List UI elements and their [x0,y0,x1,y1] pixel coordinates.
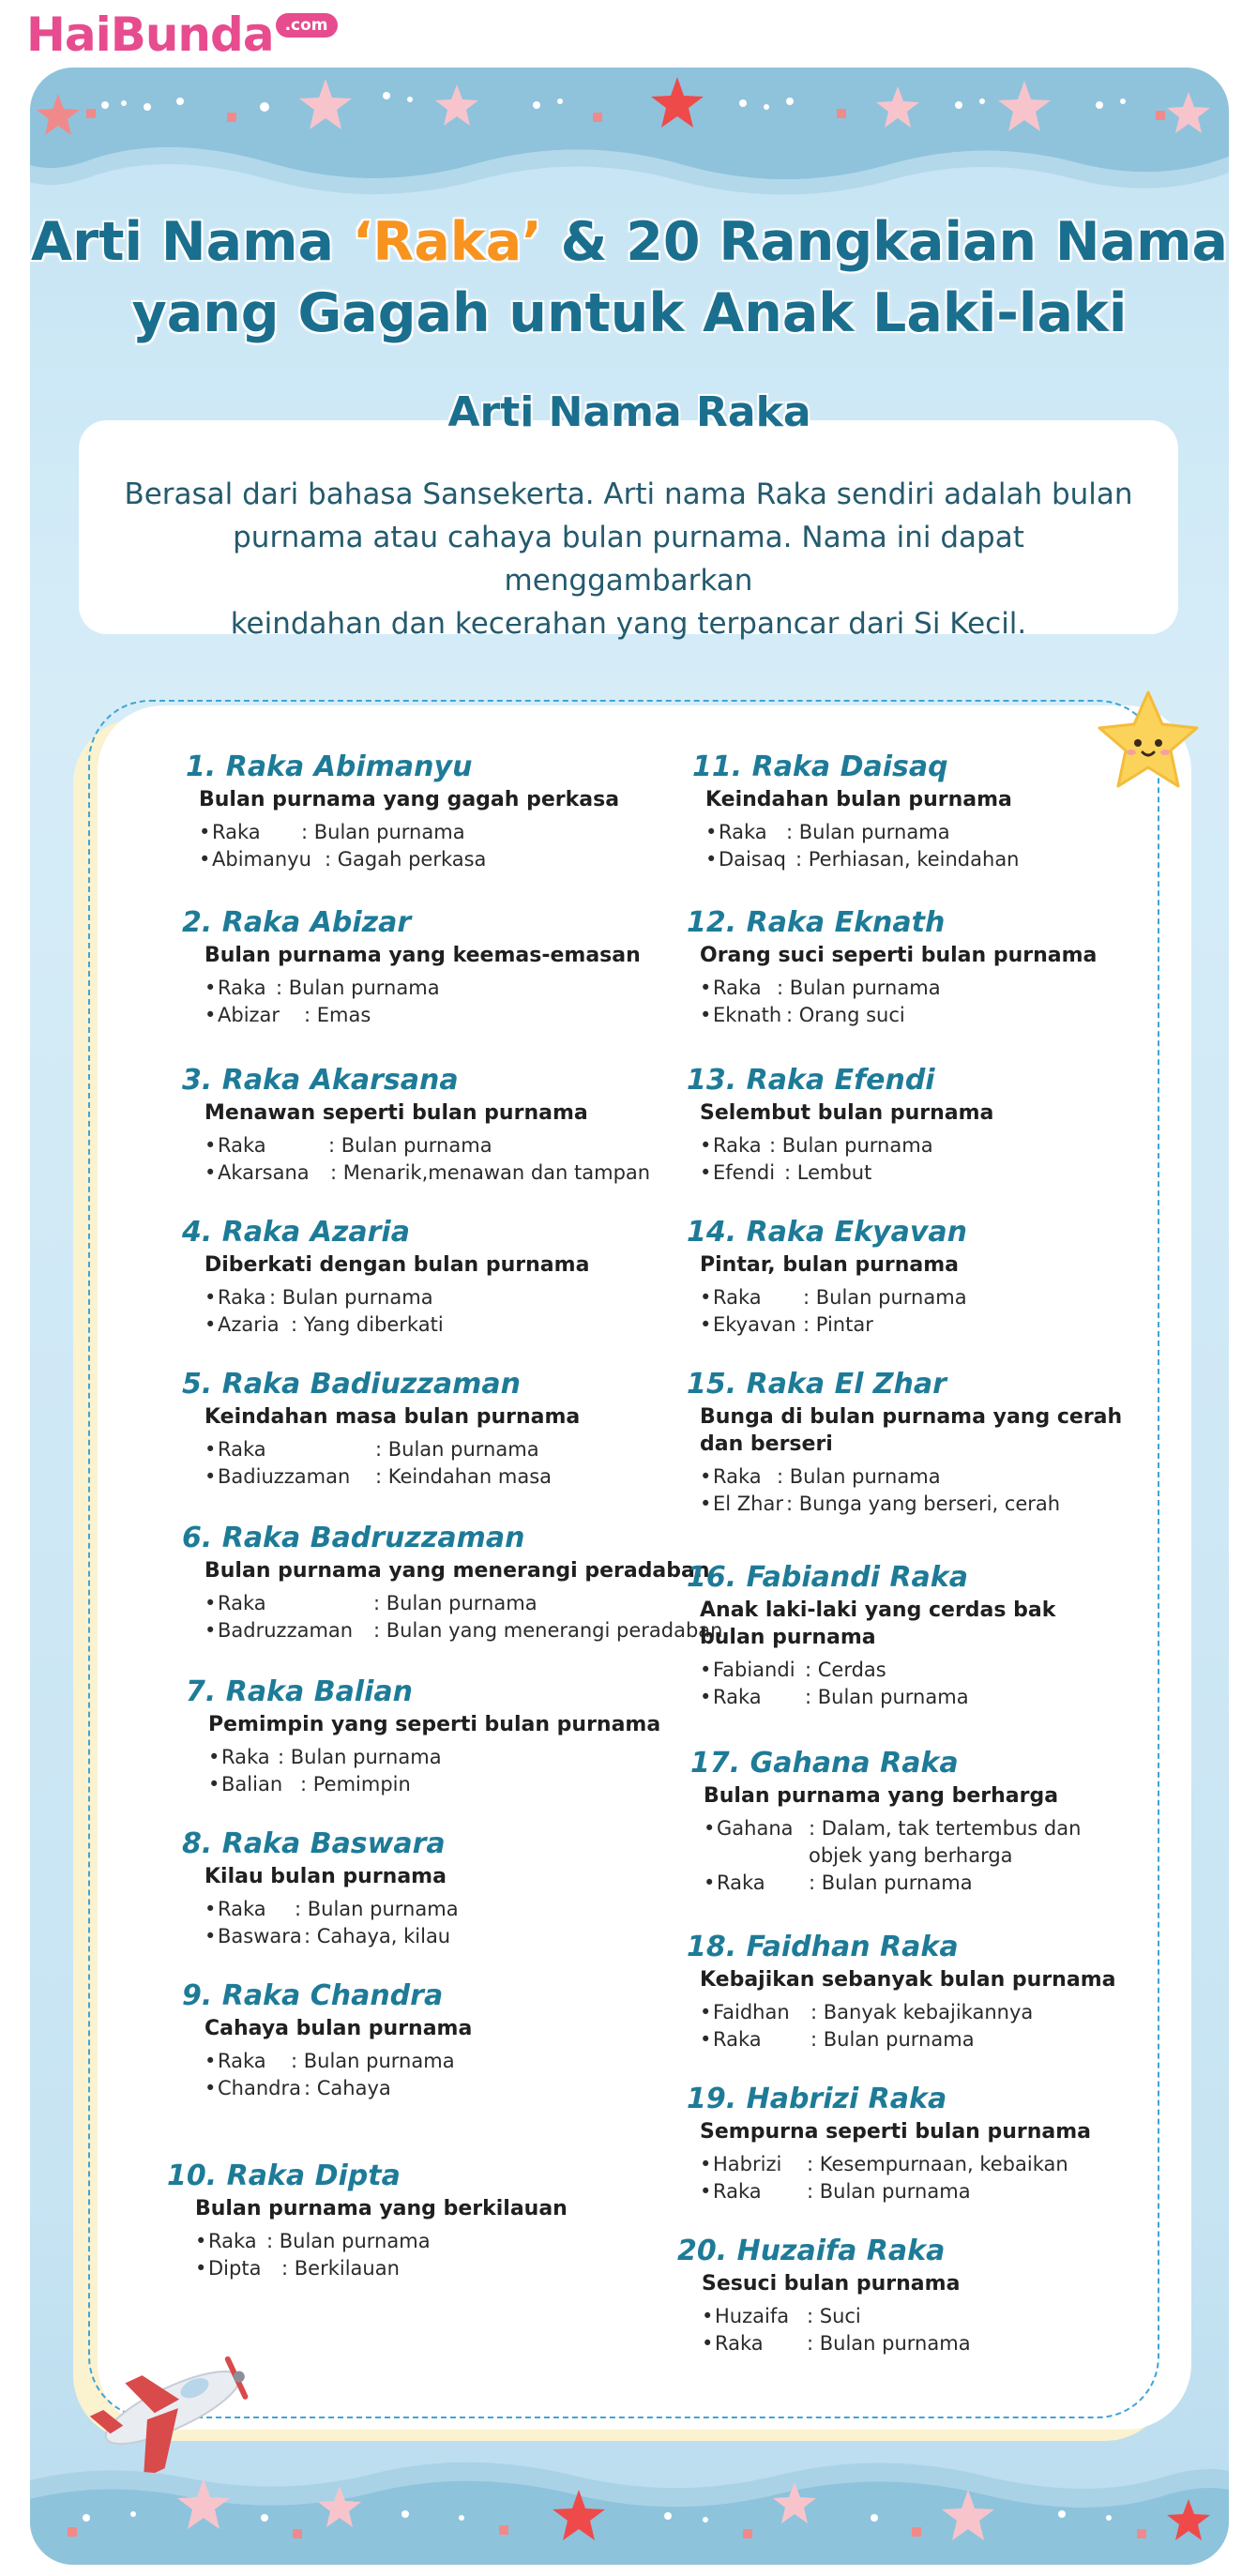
item-name: 13. Raka Efendi [687,1064,935,1097]
item-meaning-line: Bulan purnama yang keemas-emasan [204,944,641,967]
detail-term: Huzaifa [715,2305,790,2327]
detail-value: : Orang suci [786,1004,905,1026]
item-name: 17. Gahana Raka [690,1747,959,1780]
description-box [79,420,1178,641]
detail-value: : Bulan purnama [291,2050,455,2072]
detail-value: : Bulan purnama [786,821,950,843]
list-item [687,1064,993,1187]
detail-term: Raka [717,1871,765,1894]
list-item [182,1216,589,1339]
list-item [687,1561,1055,1711]
item-name: 19. Habrizi Raka [687,2083,947,2115]
list-item [692,750,1020,873]
detail-value: : Emas [304,1004,371,1026]
bullet: • [204,977,217,999]
detail-term: Raka [208,2230,257,2252]
detail-term: Raka [719,821,767,843]
bottom-decor-band [30,2424,1229,2565]
item-meaning-line: Cahaya bulan purnama [204,2017,473,2040]
item-meaning [702,2270,971,2297]
item-detail-row [204,1284,589,1311]
detail-term: Raka [218,1898,266,1920]
detail-term: Fabiandi [713,1659,795,1681]
item-name: 5. Raka Badiuzzaman [182,1368,521,1401]
brand-suffix: .com [276,13,338,38]
bullet: • [702,2332,714,2355]
bullet: • [700,1161,712,1184]
list-item [182,1064,650,1187]
detail-value: : Bunga yang berseri, cerah [786,1493,1061,1515]
item-meaning [700,942,1097,969]
item-meaning-line: Keindahan bulan purnama [705,788,1012,811]
title-accent: ‘Raka’ [352,211,542,273]
item-meaning-line: Bulan purnama yang gagah perkasa [199,788,620,811]
item-meaning [700,1099,993,1127]
item-name: 6. Raka Badruzzaman [182,1522,525,1554]
bullet: • [204,1592,217,1614]
item-meaning-line: bulan purnama [700,1626,876,1649]
list-item [182,906,641,1029]
detail-term: Raka [212,821,261,843]
detail-value: : Bulan purnama [809,1871,973,1894]
top-decor-band [30,68,1229,208]
bullet: • [700,977,712,999]
item-detail-row [204,1002,641,1029]
detail-value: : Cahaya [304,2077,391,2099]
bullet: • [204,1286,217,1309]
item-detail-row [204,975,641,1002]
bullet: • [704,1817,716,1840]
detail-term: Baswara [218,1925,302,1947]
item-meaning [700,1966,1115,1993]
detail-term: Raka [715,2332,764,2355]
detail-value: : Pemimpin [300,1773,411,1796]
description-line: purnama atau cahaya bulan purnama. Nama ini dapat menggambarkan [233,521,1024,598]
detail-value: : Berkilauan [281,2257,400,2280]
item-detail-row [700,1684,1055,1711]
item-meaning-line: Bulan purnama yang berkilauan [195,2197,568,2220]
brand-name: HaiBunda [26,8,274,62]
bullet: • [700,1686,712,1708]
detail-term: Raka [218,1286,266,1309]
bullet: • [204,1898,217,1920]
item-meaning [204,2015,472,2042]
detail-term: Daisaq [719,848,787,871]
detail-term: Badiuzzaman [218,1465,351,1488]
list-item [687,1368,1122,1518]
list-item [687,2083,1091,2205]
bullet: • [700,2001,712,2023]
detail-term: Ekyavan [713,1313,796,1336]
item-detail-row [700,2178,1091,2205]
title-part2: & 20 Rangkaian Nama [541,211,1228,273]
bullet: • [705,821,718,843]
bullet: • [700,2028,712,2051]
item-detail-row [195,2228,568,2255]
detail-value: : Perhiasan, keindahan [795,848,1020,871]
item-name: 16. Fabiandi Raka [687,1561,968,1594]
detail-term: Raka [713,1465,762,1488]
item-name: 11. Raka Daisaq [692,750,948,783]
detail-term: Dipta [208,2257,262,2280]
bullet: • [204,1161,217,1184]
detail-term: Raka [221,1746,270,1768]
detail-value: : Bulan purnama [777,1465,941,1488]
item-name: 18. Faidhan Raka [687,1931,959,1963]
detail-value: : Bulan purnama [777,977,941,999]
title-part1: Arti Nama [31,211,353,273]
page-title [30,206,1229,349]
section-subtitle: Arti Nama Raka [447,388,811,436]
detail-value: : Cahaya, kilau [304,1925,451,1947]
bullet: • [204,1004,217,1026]
bullet: • [204,1465,217,1488]
bullet: • [700,1313,712,1336]
detail-value: : Bulan purnama [810,2028,975,2051]
bullet: • [195,2257,207,2280]
detail-value: : Keindahan masa [375,1465,553,1488]
detail-value: : Bulan purnama [803,1286,967,1309]
item-meaning-line: Menawan seperti bulan purnama [204,1101,588,1125]
bullet: • [204,1438,217,1461]
item-meaning [704,1782,1081,1810]
detail-value: : Bulan purnama [805,1686,969,1708]
item-meaning [700,1597,1055,1651]
item-meaning-line: Sempurna seperti bulan purnama [700,2120,1092,2144]
detail-value: : Kesempurnaan, kebaikan [807,2153,1068,2175]
detail-value: : Bulan purnama [269,1286,433,1309]
item-meaning [204,1557,722,1584]
item-detail-row [204,1896,459,1923]
list-item [687,1216,967,1339]
detail-value: : Bulan purnama [807,2332,971,2355]
item-meaning-line: Orang suci seperti bulan purnama [700,944,1098,967]
bullet: • [700,2180,712,2203]
bullet: • [700,1659,712,1681]
detail-value: objek yang berharga [809,1844,1013,1867]
detail-term: Raka [713,1134,762,1157]
detail-term: Azaria [218,1313,280,1336]
list-item [186,750,619,873]
item-detail-row [204,2075,472,2102]
detail-value: : Bulan purnama [295,1898,459,1920]
detail-term: Raka [218,1438,266,1461]
detail-value: : Bulan purnama [328,1134,492,1157]
item-detail-row [208,1771,660,1798]
description-text [116,473,1141,645]
item-meaning [204,942,641,969]
item-meaning-line: Bunga di bulan purnama yang cerah [700,1405,1123,1429]
item-meaning [204,1251,589,1279]
detail-value: : Lembut [784,1161,872,1184]
item-meaning-line: dan berseri [700,1432,833,1456]
item-detail-row [204,1132,650,1159]
item-detail-row [700,1657,1055,1684]
list-item [182,1827,459,1950]
bullet: • [208,1773,220,1796]
detail-term: Raka [713,1686,762,1708]
detail-term: Akarsana [218,1161,310,1184]
item-detail-row [204,1617,722,1644]
bullet: • [700,1286,712,1309]
item-meaning [204,1863,459,1890]
bullet: • [204,2077,217,2099]
item-detail-row [700,1159,993,1187]
detail-term: El Zhar [713,1493,783,1515]
list-item [182,1522,722,1644]
item-name: 12. Raka Eknath [687,906,946,939]
list-item [186,1675,660,1798]
item-detail-row [700,975,1097,1002]
item-meaning-line: Sesuci bulan purnama [702,2272,961,2296]
item-name: 3. Raka Akarsana [182,1064,459,1097]
bullet: • [700,1465,712,1488]
item-name: 15. Raka El Zhar [687,1368,947,1401]
item-meaning-line: Kebajikan sebanyak bulan purnama [700,1968,1116,1992]
item-meaning [700,1251,967,1279]
detail-term: Gahana [717,1817,794,1840]
item-name: 10. Raka Dipta [167,2159,401,2192]
bullet: • [204,1925,217,1947]
item-meaning-line: Pintar, bulan purnama [700,1253,959,1277]
bullet: • [704,1871,716,1894]
detail-term: Abimanyu [212,848,311,871]
item-meaning-line: Selembut bulan purnama [700,1101,994,1125]
detail-term: Raka [218,1134,266,1157]
detail-value: : Suci [807,2305,861,2327]
detail-term: Efendi [713,1161,776,1184]
detail-value: : Gagah perkasa [325,848,487,871]
detail-value: : Bulan purnama [278,1746,442,1768]
item-detail-row [702,2330,971,2357]
item-detail-row [700,1284,967,1311]
bullet: • [195,2230,207,2252]
item-name: 14. Raka Ekyavan [687,1216,967,1249]
detail-value: : Yang diberkati [291,1313,444,1336]
detail-term: Badruzzaman [218,1619,354,1642]
item-detail-row [704,1870,1081,1897]
item-detail-row [705,846,1020,873]
item-detail-row [704,1815,1081,1842]
item-detail-row [204,1590,722,1617]
item-detail-row [204,1463,580,1491]
item-detail-row [700,2026,1115,2053]
list-item [677,2235,971,2357]
bullet: • [199,821,211,843]
bullet: • [204,1313,217,1336]
item-meaning-line: Bulan purnama yang berharga [704,1784,1059,1808]
item-detail-row [700,1311,967,1339]
list-item [167,2159,568,2282]
item-detail-row [204,1311,589,1339]
bullet: • [705,848,718,871]
item-detail-row [204,1923,459,1950]
item-meaning-line: Pemimpin yang seperti bulan purnama [208,1713,661,1736]
item-name: 9. Raka Chandra [182,1979,444,2012]
list-item [687,906,1097,1029]
list-item [182,1979,472,2102]
bullet: • [700,1493,712,1515]
item-detail-row [195,2255,568,2282]
title-line2: yang Gagah untuk Anak Laki-laki [131,282,1128,344]
item-detail-row [204,2048,472,2075]
detail-term: Raka [218,1592,266,1614]
detail-value: : Pintar [803,1313,873,1336]
item-meaning [195,2195,568,2222]
item-meaning [204,1099,650,1127]
item-detail-row [700,1999,1115,2026]
item-detail-row [705,819,1020,846]
item-detail-row [199,846,619,873]
detail-value: : Bulan purnama [375,1438,539,1461]
item-meaning-line: Bulan purnama yang menerangi peradaban [204,1559,710,1583]
detail-value: : Cerdas [805,1659,886,1681]
detail-term: Raka [713,977,762,999]
item-name: 8. Raka Baswara [182,1827,446,1860]
item-detail-row [700,1491,1122,1518]
list-item [690,1747,1081,1897]
item-meaning [208,1711,660,1738]
detail-term: Abizar [218,1004,280,1026]
detail-value: : Dalam, tak tertembus dan [809,1817,1082,1840]
item-name: 7. Raka Balian [186,1675,413,1708]
item-meaning [705,786,1020,813]
detail-term: Raka [713,2028,762,2051]
detail-value: : Bulan purnama [769,1134,933,1157]
item-detail-row [704,1842,1081,1870]
detail-term: Raka [218,2050,266,2072]
detail-term: Habrizi [713,2153,782,2175]
bullet: • [700,1134,712,1157]
bullet: • [700,2153,712,2175]
list-item [687,1931,1115,2053]
item-meaning [199,786,619,813]
star-mascot-icon [1094,687,1203,796]
item-meaning [700,2118,1091,2145]
detail-term: Raka [218,977,266,999]
item-detail-row [204,1159,650,1187]
detail-value: : Bulan purnama [373,1592,538,1614]
item-detail-row [204,1436,580,1463]
detail-term: Raka [713,2180,762,2203]
item-detail-row [700,1463,1122,1491]
item-name: 2. Raka Abizar [182,906,412,939]
infographic-card [30,68,1229,2565]
bullet: • [204,1134,217,1157]
detail-term: Eknath [713,1004,782,1026]
detail-value: : Banyak kebajikannya [810,2001,1034,2023]
item-meaning [700,1403,1122,1458]
item-detail-row [700,1002,1097,1029]
item-meaning [204,1403,580,1431]
list-item [182,1368,580,1491]
detail-value: : Bulan purnama [266,2230,431,2252]
bullet: • [204,2050,217,2072]
item-name: 4. Raka Azaria [182,1216,410,1249]
item-meaning-line: Diberkati dengan bulan purnama [204,1253,590,1277]
item-detail-row [700,1132,993,1159]
detail-term: Raka [713,1286,762,1309]
bullet: • [702,2305,714,2327]
item-meaning-line: Kilau bulan purnama [204,1865,447,1888]
detail-term: Chandra [218,2077,301,2099]
detail-value: : Bulan purnama [301,821,465,843]
item-meaning-line: Anak laki-laki yang cerdas bak [700,1599,1056,1622]
bullet: • [700,1004,712,1026]
item-detail-row [208,1744,660,1771]
bullet: • [208,1746,220,1768]
brand-logo[interactable] [26,6,338,64]
item-detail-row [700,2151,1091,2178]
description-line: Berasal dari bahasa Sansekerta. Arti nama Raka sendiri adalah bulan [124,477,1133,511]
detail-value: : Bulan purnama [276,977,440,999]
detail-term: Faidhan [713,2001,790,2023]
item-name: 1. Raka Abimanyu [186,750,473,783]
detail-value: : Bulan purnama [807,2180,971,2203]
bullet: • [199,848,211,871]
item-meaning-line: Keindahan masa bulan purnama [204,1405,581,1429]
item-detail-row [702,2303,971,2330]
bullet: • [204,1619,217,1642]
detail-value: : Bulan yang menerangi peradaban [373,1619,723,1642]
detail-term: Balian [221,1773,283,1796]
item-name: 20. Huzaifa Raka [677,2235,946,2267]
item-detail-row [199,819,619,846]
detail-value: : Menarik,menawan dan tampan [330,1161,651,1184]
description-line: keindahan dan kecerahan yang terpancar dari Si Kecil. [230,607,1027,641]
